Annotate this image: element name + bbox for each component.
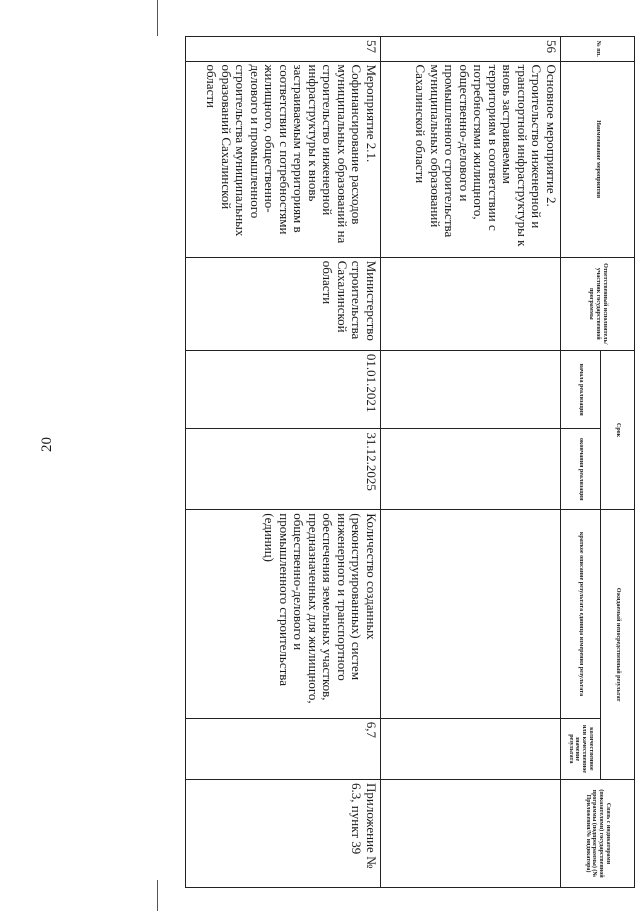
header-num: № пп. — [561, 37, 635, 62]
row-end: 31.12.2025 — [186, 429, 381, 510]
row-responsible: Министерство строительства Сахалинской области — [186, 257, 381, 350]
table-row — [381, 37, 561, 888]
rotated-table-wrapper — [185, 36, 635, 888]
row-name: Мероприятие 2.1. Софинансирование расходов муниципальных образований на строительство инженерной инфраструктуры к вновь застраиваемым территориям в соответствии с потребностями жилищного, общественно-делового и промышленного строительства муниципальных образований Сахалинской области — [186, 61, 381, 257]
row-num: 57 — [186, 37, 381, 62]
row-desc: Количество созданных (реконструированных) систем инженерного и транспортного обеспечения земельных участков, предназначенных для жилищного, общественно-делового и промышленного строительства (единиц) — [186, 510, 381, 718]
row-link: Приложение № 6.3, пункт 39 — [186, 780, 381, 888]
row-end — [381, 429, 561, 510]
row-desc — [381, 510, 561, 718]
row-start — [381, 350, 561, 428]
header-expected: Ожидаемый непосредственный результат — [601, 510, 635, 780]
header-link: Связь с индикаторами (показателями) государственной программы (подпрограммы) (№ Приложения/№ индикатора) — [561, 780, 635, 888]
header-name: Наименование мероприятия — [561, 61, 635, 257]
header-term-start: начала реализации — [561, 350, 601, 428]
page-number: 20 — [39, 437, 55, 452]
row-num: 56 — [381, 37, 561, 62]
row-value: 6,7 — [186, 718, 381, 779]
measures-table — [185, 36, 635, 888]
row-value — [381, 718, 561, 779]
row-responsible — [381, 257, 561, 350]
row-name: Основное мероприятие 2. Строительство инженерной и транспортной инфраструктуры к вновь застраиваемым территориям в соответствии с потребностями жилищного, общественно-делового и промышленного строительства муниципальных образований Сахалинской области — [381, 61, 561, 257]
header-expected-desc: краткое описание результата единица измерения результата — [561, 510, 601, 718]
header-expected-value: количественное или качественное значение результата — [561, 718, 601, 779]
header-term-end: окончания реализации — [561, 429, 601, 510]
scan-edge-line-bottom — [157, 880, 158, 911]
table-row — [186, 37, 381, 888]
row-link — [381, 780, 561, 888]
header-term: Срок — [601, 350, 635, 509]
header-responsible: Ответственный исполнитель/участник государственной программы — [561, 257, 635, 350]
scan-edge-line-top — [157, 0, 158, 36]
row-start: 01.01.2021 — [186, 350, 381, 428]
